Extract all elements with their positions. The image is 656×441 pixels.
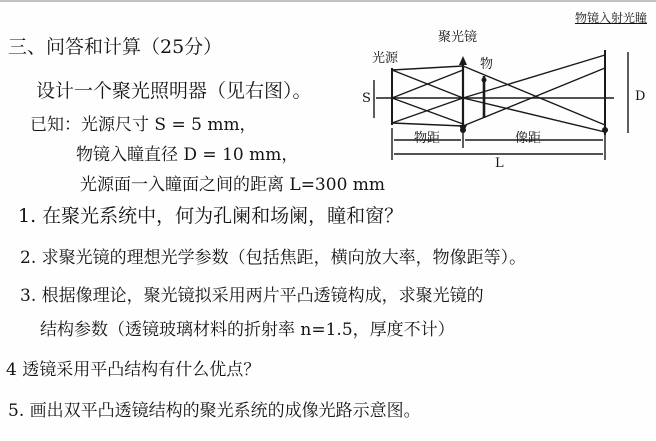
- question-3-continued: 结构参数（透镜玻璃材料的折射率 n=1.5，厚度不计）: [40, 320, 455, 340]
- given-pupil-diameter: 物镜入瞳直径 D = 10 mm，: [76, 145, 299, 165]
- d-symbol: D: [635, 89, 646, 104]
- intro-line: 设计一个聚光照明器（见右图）。: [36, 80, 312, 102]
- question-1: 1. 在聚光系统中，何为孔阑和场阑，瞳和窗？: [18, 205, 404, 227]
- given-distance: 光源面一入瞳面之间的距离 L=300 mm: [80, 175, 386, 195]
- object-distance-label: 物距: [414, 131, 441, 146]
- image-distance-label: 像距: [515, 131, 542, 146]
- object-label: 物: [480, 57, 494, 72]
- l-symbol: L: [495, 156, 504, 171]
- source-label: 光源: [372, 51, 399, 66]
- s-symbol: S: [362, 91, 371, 106]
- given-source-size: 已知：光源尺寸 S = 5 mm，: [30, 115, 257, 135]
- question-3: 3. 根据像理论，聚光镜拟采用两片平凸透镜构成，求聚光镜的: [20, 286, 484, 306]
- objective-pupil-label: 物镜入射光瞳: [574, 11, 647, 25]
- question-4: 4 透镜采用平凸结构有什么优点？: [6, 360, 261, 380]
- top-edge-remnant: [0, 0, 656, 6]
- section-title: 三、问答和计算（25分）: [8, 36, 223, 58]
- question-2: 2. 求聚光镜的理想光学参数（包括焦距，横向放大率，物像距等）。: [20, 248, 527, 268]
- condenser-label: 聚光镜: [438, 30, 478, 45]
- question-5: 5. 画出双平凸透镜结构的聚光系统的成像光路示意图。: [8, 401, 421, 421]
